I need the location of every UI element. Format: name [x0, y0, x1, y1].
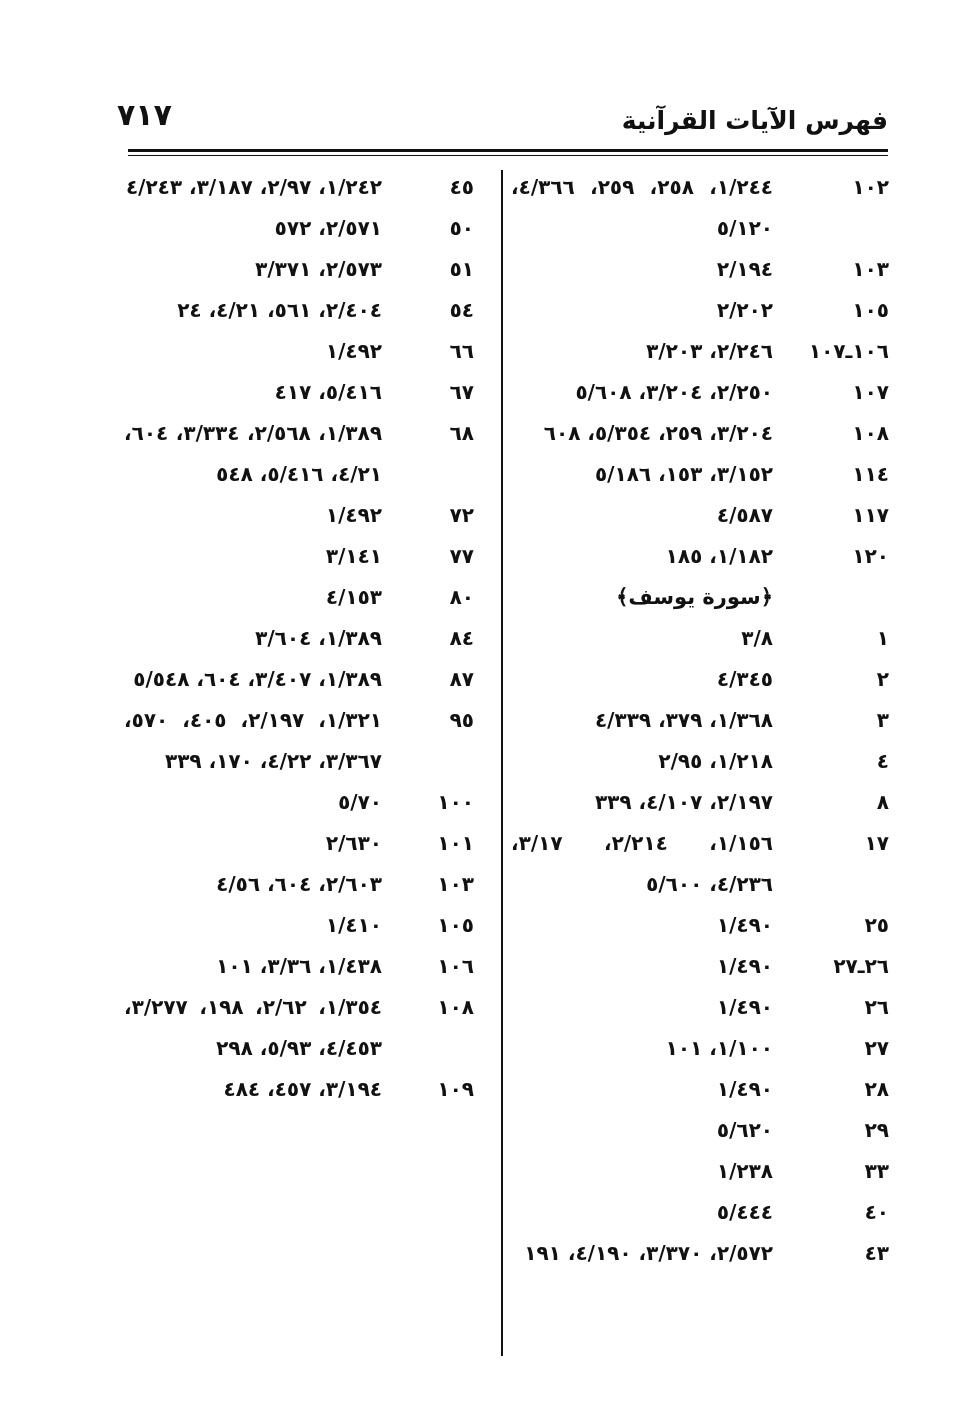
- verse-number: ١٧: [864, 831, 889, 855]
- verse-number: ١٠٠: [437, 790, 474, 814]
- verse-number: ١٠٦ـ١٠٧: [808, 339, 889, 363]
- index-entry-row: [507, 741, 889, 782]
- index-entry-row: [507, 1192, 889, 1233]
- index-entry-row: [507, 946, 889, 987]
- verse-number: ٧٧: [449, 544, 474, 568]
- page-references: ٢/٢٤٦، ٣/٢٠٣: [646, 339, 773, 363]
- index-entry-row: [120, 577, 494, 618]
- verse-number: ٢٦: [864, 995, 889, 1019]
- verse-number: ١٠١: [437, 831, 474, 855]
- index-entry-row: [120, 782, 494, 823]
- page-references: ١/٤٩٠: [716, 1077, 773, 1101]
- verse-number: ٧٢: [449, 503, 474, 527]
- page-references: ١/٣٨٩، ٣/٤٠٧، ٦٠٤، ٥/٥٤٨: [133, 667, 382, 691]
- page-references: ١/٣٦٨، ٣٧٩، ٤/٣٣٩: [594, 708, 773, 732]
- left-index-column: [120, 167, 494, 1110]
- page-references: ٢/٢٥٠، ٣/٢٠٤، ٥/٦٠٨: [575, 380, 773, 404]
- verse-number: ٢٦ـ٢٧: [833, 954, 889, 978]
- verse-number: ١٠٦: [437, 954, 474, 978]
- index-entry-row: [507, 290, 889, 331]
- verse-number: ٨٤: [449, 626, 474, 650]
- verse-number: ٢٨: [864, 1077, 889, 1101]
- verse-number: ٢٩: [864, 1118, 889, 1142]
- page-references: ٢/١٩٧، ٤/١٠٧، ٣٣٩: [594, 790, 773, 814]
- index-entry-row: [507, 1110, 889, 1151]
- index-entry-row: [507, 495, 889, 536]
- index-entry-row: [120, 536, 494, 577]
- index-entry-row: [120, 290, 494, 331]
- index-entry-row: [120, 659, 494, 700]
- verse-number: ١٠٣: [437, 872, 474, 896]
- index-entry-row: [120, 208, 494, 249]
- page-references: ١/٤٩٠: [716, 954, 773, 978]
- page-references: ٥/٤٤٤: [716, 1200, 773, 1224]
- index-entry-row: [120, 700, 494, 782]
- page-references: ١/٢٤٤، ٢٥٨، ٢٥٩، ٤/٣٦٦، ٥/١٢٠: [511, 175, 773, 240]
- index-entry-row: [120, 331, 494, 372]
- page-references: ٥/٧٠: [338, 790, 382, 814]
- index-entry-row: [507, 659, 889, 700]
- page-references: ١/٤٩٠: [716, 995, 773, 1019]
- verse-number: ٨٠: [449, 585, 474, 609]
- page-title: فهرس الآيات القرآنية: [621, 106, 888, 135]
- index-entry-row: [507, 1028, 889, 1069]
- page-references: ٣/١٥٢، ١٥٣، ٥/١٨٦: [594, 462, 773, 486]
- index-entry-row: [507, 167, 889, 249]
- verse-number: ٨٧: [449, 667, 474, 691]
- index-entry-row: [507, 823, 889, 905]
- surah-heading-row: [507, 577, 889, 618]
- page-references: ٣/١٩٤، ٤٥٧، ٤٨٤: [223, 1077, 382, 1101]
- index-entry-row: [120, 413, 494, 495]
- index-entry-row: [507, 618, 889, 659]
- verse-number: ٤: [876, 749, 889, 773]
- verse-number: ١٠٥: [437, 913, 474, 937]
- page-references: ٢/٥٧٢، ٣/٣٧٠، ٤/١٩٠، ١٩١: [524, 1241, 773, 1265]
- index-entry-row: [507, 700, 889, 741]
- verse-number: ٦٨: [449, 421, 474, 445]
- verse-number: ١٠٩: [437, 1077, 474, 1101]
- verse-number: ١٠٣: [852, 257, 889, 281]
- verse-number: ١١٤: [852, 462, 889, 486]
- page-references: ٣/٨: [741, 626, 773, 650]
- index-entry-row: [120, 905, 494, 946]
- index-entry-row: [120, 249, 494, 290]
- page-references: ١/٤٣٨، ٣/٣٦، ١٠١: [216, 954, 382, 978]
- page-references: ١/١٨٢، ١٨٥: [665, 544, 773, 568]
- index-entry-row: [120, 946, 494, 987]
- index-entry-row: [120, 1069, 494, 1110]
- index-entry-row: [120, 823, 494, 864]
- index-entry-row: [120, 372, 494, 413]
- index-entry-row: [120, 618, 494, 659]
- index-entry-row: [507, 372, 889, 413]
- verse-number: ٩٥: [449, 708, 474, 732]
- page-references: ١/٤٩٠: [716, 913, 773, 937]
- index-entry-row: [507, 782, 889, 823]
- verse-number: ١: [876, 626, 889, 650]
- page-number: ٧١٧: [117, 98, 172, 133]
- page-references: ٢/٥٧٣، ٣/٣٧١: [255, 257, 382, 281]
- page-references: ١/١٥٦، ٢/٢١٤، ٣/١٧، ٤/٢٣٦، ٥/٦٠٠: [511, 831, 774, 896]
- verse-number: ٢٧: [864, 1036, 889, 1060]
- page-references: ٥/٤١٦، ٤١٧: [274, 380, 382, 404]
- page-references: ٥/٦٢٠: [716, 1118, 773, 1142]
- verse-number: ٥٠: [449, 216, 474, 240]
- page-references: ١/٤٩٢: [325, 339, 382, 363]
- header-rule: [128, 149, 888, 152]
- page-references: ٢/٥٧١، ٥٧٢: [274, 216, 382, 240]
- page-references: ٣/٢٠٤، ٢٥٩، ٥/٣٥٤، ٦٠٨: [543, 421, 773, 445]
- verse-number: ٣٣: [864, 1159, 889, 1183]
- right-index-column: [507, 167, 889, 1274]
- index-entry-row: [507, 331, 889, 372]
- verse-number: ٤٣: [864, 1241, 889, 1265]
- index-entry-row: [507, 413, 889, 454]
- page-references: ١/٢٤٢، ٢/٩٧، ٣/١٨٧، ٤/٢٤٣: [125, 175, 382, 199]
- index-entry-row: [507, 1151, 889, 1192]
- verse-number: ٦٦: [449, 339, 474, 363]
- verse-number: ٣: [876, 708, 889, 732]
- page-references: ١/٣٨٩، ٢/٥٦٨، ٣/٣٣٤، ٦٠٤، ٤/٢١، ٥/٤١٦، ٥٤٨: [124, 421, 383, 486]
- page-references: ١/٢١٨، ٢/٩٥: [658, 749, 773, 773]
- page-references: ١/٣٥٤، ٢/٦٢، ١٩٨، ٣/٢٧٧، ٤/٤٥٣، ٥/٩٣، ٢٩٨: [124, 995, 383, 1060]
- verse-number: ٦٧: [449, 380, 474, 404]
- verse-number: ١٠٨: [437, 995, 474, 1019]
- verse-number: ١٢٠: [852, 544, 889, 568]
- page-references: ٢/١٩٤: [716, 257, 773, 281]
- verse-number: ٨: [876, 790, 889, 814]
- page-references: ١/٤١٠: [325, 913, 382, 937]
- page-references: ٢/٤٠٤، ٥٦١، ٤/٢١، ٢٤: [177, 298, 382, 322]
- index-entry-row: [507, 1069, 889, 1110]
- verse-number: ٤٠: [864, 1200, 889, 1224]
- verse-number: ٥٤: [449, 298, 474, 322]
- page-references: ١/٣٨٩، ٣/٦٠٤: [255, 626, 382, 650]
- page-references: ١/٤٩٢: [325, 503, 382, 527]
- page-references: ٣/١٤١: [325, 544, 382, 568]
- verse-number: ٥١: [449, 257, 474, 281]
- verse-number: ١٠٢: [852, 175, 889, 199]
- page-references: ١/٢٣٨: [716, 1159, 773, 1183]
- verse-number: ٤٥: [449, 175, 474, 199]
- page-references: ٢/٦٣٠: [325, 831, 382, 855]
- index-entry-row: [120, 864, 494, 905]
- page-references: ٢/٢٠٢: [716, 298, 773, 322]
- page-references: ٤/٣٤٥: [716, 667, 773, 691]
- verse-number: ١٠٧: [852, 380, 889, 404]
- page-references: ٤/١٥٣: [325, 585, 382, 609]
- index-entry-row: [507, 249, 889, 290]
- index-entry-row: [507, 905, 889, 946]
- verse-number: ١٠٨: [852, 421, 889, 445]
- verse-number: ١١٧: [852, 503, 889, 527]
- page-references: ٢/٦٠٣، ٦٠٤، ٤/٥٦: [216, 872, 382, 896]
- page-references: ١/٣٢١، ٢/١٩٧، ٤٠٥، ٥٧٠، ٣/٣٦٧، ٤/٢٢، ١٧٠، ٣٣٩: [124, 708, 383, 773]
- page-references: ٤/٥٨٧: [716, 503, 773, 527]
- index-entry-row: [120, 987, 494, 1069]
- index-entry-row: [507, 536, 889, 577]
- index-entry-row: [507, 987, 889, 1028]
- surah-heading: ﴿سورة يوسف﴾: [616, 585, 773, 609]
- index-entry-row: [507, 454, 889, 495]
- page-references: ١/١٠٠، ١٠١: [665, 1036, 773, 1060]
- index-entry-row: [120, 167, 494, 208]
- column-divider: [501, 170, 503, 1356]
- verse-number: ٢: [876, 667, 889, 691]
- verse-number: ٢٥: [864, 913, 889, 937]
- index-entry-row: [120, 495, 494, 536]
- index-entry-row: [507, 1233, 889, 1274]
- header-rule-thin: [128, 155, 888, 156]
- verse-number: ١٠٥: [852, 298, 889, 322]
